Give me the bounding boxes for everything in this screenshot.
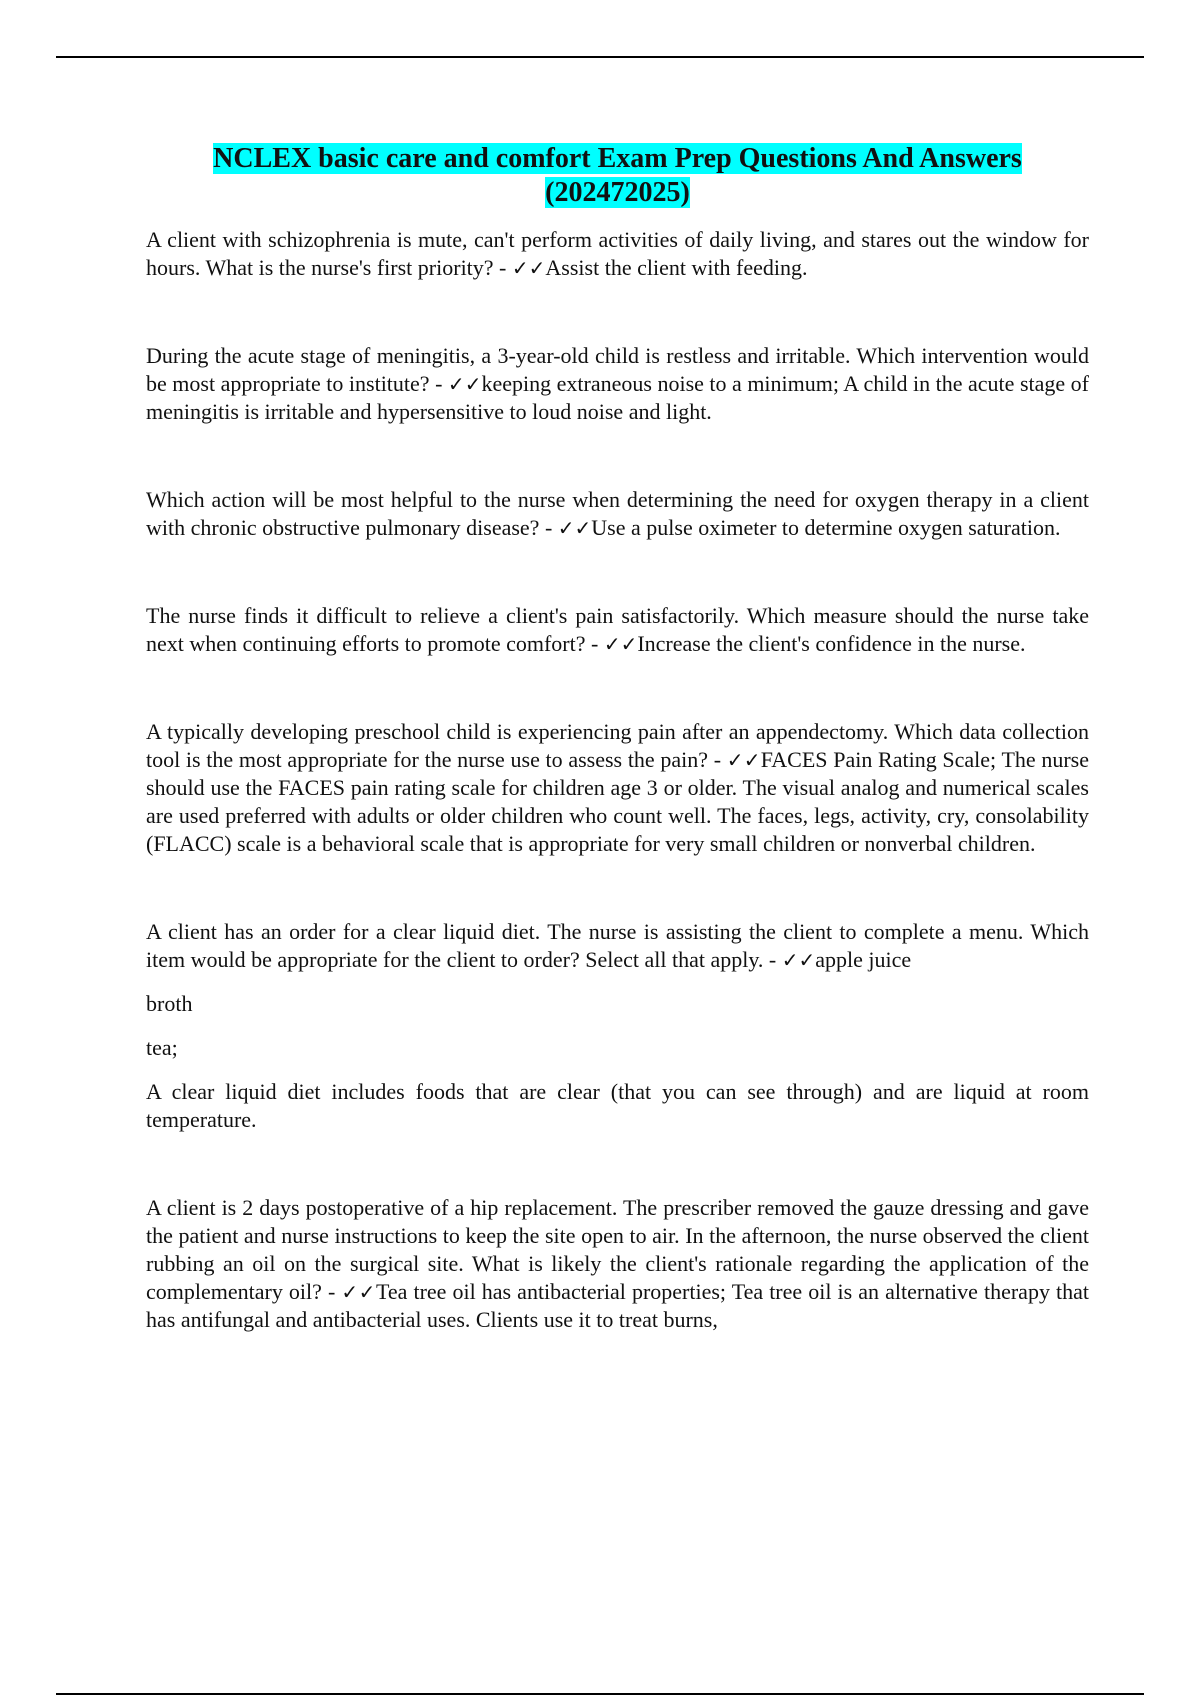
answer-line-tea: tea; xyxy=(146,1035,178,1060)
answer-text: keeping extraneous noise to a minimum; A child in the acute stage of meningitis is irritable and hypersensitive to loud noise and light. xyxy=(146,371,1089,424)
bottom-rule xyxy=(56,1693,1144,1695)
qa-item-4 xyxy=(146,602,1089,658)
title-line-1: NCLEX basic care and comfort Exam Prep Questions And Answers xyxy=(213,143,1022,174)
double-check-icon: ✓✓ xyxy=(511,256,546,280)
qa-item-6 xyxy=(146,918,1089,974)
qa-item-5 xyxy=(146,718,1089,858)
qa-item-2 xyxy=(146,342,1089,426)
question-text: During the acute stage of meningitis, a 3-year-old child is restless and irritable. Which intervention would be most appropriate to institute? - xyxy=(146,343,1089,396)
question-text: Which action will be most helpful to the nurse when determining the need for oxygen therapy in a client with chronic obstructive pulmonary disease? - xyxy=(146,487,1089,540)
answer-text: Increase the client's confidence in the nurse. xyxy=(637,631,1026,656)
spacer xyxy=(146,426,1089,486)
document-body xyxy=(146,142,1089,1334)
answer-text: Assist the client with feeding. xyxy=(545,255,808,280)
double-check-icon: ✓✓ xyxy=(726,748,761,772)
spacer xyxy=(146,658,1089,718)
question-text: A client has an order for a clear liquid diet. The nurse is assisting the client to complete a menu. Which item would be appropriate for the client to order? Select all that apply. - xyxy=(146,919,1089,972)
answer-text: FACES Pain Rating Scale; The nurse should use the FACES pain rating scale for children age 3 or older. The visual analog and numerical scales are used preferred with adults or older children who count well. The faces, legs, activity, cry, consolability (FLACC) scale is a behavioral scale that is appropriate for very small children or nonverbal children. xyxy=(146,747,1090,856)
question-text: A typically developing preschool child is experiencing pain after an appendectomy. Which data collection tool is the most appropriate for the nurse use to assess the pain? - xyxy=(146,719,1089,772)
answer-line-broth: broth xyxy=(146,991,193,1016)
qa-item-7 xyxy=(146,1194,1089,1334)
top-rule xyxy=(56,56,1144,58)
question-text: The nurse finds it difficult to relieve a client's pain satisfactorily. Which measure should the nurse take next when continuing efforts to promote comfort? - xyxy=(146,603,1089,656)
spacer xyxy=(146,858,1089,918)
answer-rationale: A clear liquid diet includes foods that are clear (that you can see through) and are liquid at room temperature. xyxy=(146,1079,1089,1132)
double-check-icon: ✓✓ xyxy=(341,1280,376,1304)
qa-item-1 xyxy=(146,226,1089,282)
question-text: A client with schizophrenia is mute, can't perform activities of daily living, and stares out the window for hours. What is the nurse's first priority? - xyxy=(146,227,1089,280)
question-text: A client is 2 days postoperative of a hip replacement. The prescriber removed the gauze dressing and gave the patient and nurse instructions to keep the site open to air. In the afternoon, the nurse observed the client rubbing an oil on the surgical site. What is likely the client's rationale regarding the application of the complementary oil? - xyxy=(146,1195,1089,1304)
answer-text: Tea tree oil has antibacterial properties; Tea tree oil is an alternative therapy that has antifungal and antibacterial uses. Clients use it to treat burns, xyxy=(146,1279,1089,1332)
answer-text: apple juice xyxy=(815,947,912,972)
qa-item-3 xyxy=(146,486,1089,542)
spacer xyxy=(146,282,1089,342)
spacer xyxy=(146,1134,1089,1194)
document-title xyxy=(146,142,1089,210)
double-check-icon: ✓✓ xyxy=(603,632,638,656)
double-check-icon: ✓✓ xyxy=(557,516,592,540)
answer-text: Use a pulse oximeter to determine oxygen saturation. xyxy=(591,515,1061,540)
double-check-icon: ✓✓ xyxy=(781,948,816,972)
spacer xyxy=(146,542,1089,602)
title-line-2: (202472025) xyxy=(545,177,690,208)
double-check-icon: ✓✓ xyxy=(447,372,482,396)
